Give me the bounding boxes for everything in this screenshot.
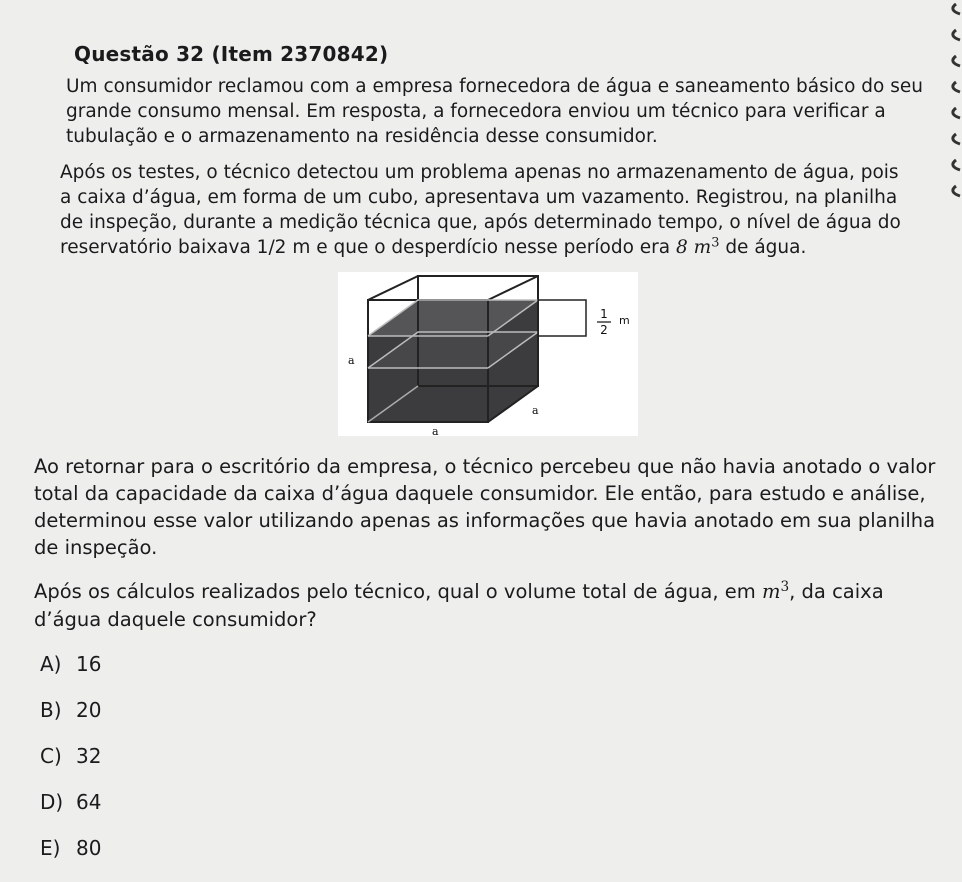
text-line: grande consumo mensal. Em resposta, a fornecedora enviou um técnico para verificar a [66,101,886,122]
option-c[interactable] [40,744,101,790]
unit-m: m [761,580,781,603]
volume-unit: m [693,237,712,258]
edge-label-depth: a [532,404,539,417]
volume-exponent: 3 [711,235,720,251]
height-label-numerator: 1 [600,307,608,321]
text-line: de inspeção, durante a medição técnica que, após determinado tempo, o nível de água do [60,212,901,233]
text-line: determinou esse valor utilizando apenas as informações que havia anotado em sua planilha [34,509,936,532]
option-letter: E) [40,836,61,860]
text-line: Após os testes, o técnico detectou um problema apenas no armazenamento de água, pois [60,162,899,183]
option-value: 64 [76,790,102,814]
volume-value [676,237,719,258]
option-letter: D) [40,790,64,814]
option-letter: A) [40,652,62,676]
paragraph-2 [60,160,920,260]
edge-label-left: a [348,354,355,367]
paragraph-1 [66,74,923,149]
text-fragment: , da caixa [789,580,884,603]
text-fragment: reservatório baixava 1/2 m e que o desperdício nesse período era [60,237,676,258]
text-fragment: Após os cálculos realizados pelo técnico, qual o volume total de água, em [34,580,762,603]
cube-tank-figure [338,268,638,436]
option-letter: C) [40,744,62,768]
option-value: 80 [76,836,102,860]
text-line: Um consumidor reclamou com a empresa fornecedora de água e saneamento básico do seu [66,76,923,97]
question-prompt [34,578,949,634]
text-line: Ao retornar para o escritório da empresa, o técnico percebeu que não havia anotado o valor [34,455,936,478]
option-d[interactable] [40,790,101,836]
answer-options [40,652,101,882]
text-line: a caixa d’água, em forma de um cubo, apresentava um vazamento. Registrou, na planilha [60,187,898,208]
edge-label-bottom: a [432,425,439,436]
text-line [34,578,949,606]
text-line: de inspeção. [34,536,158,559]
volume-number: 8 [675,237,688,258]
height-label-unit: m [619,314,630,327]
text-line [60,235,920,260]
unit-m3 [762,580,789,603]
binder-holes [938,0,962,260]
option-e[interactable] [40,836,101,882]
paragraph-3 [34,453,946,561]
text-fragment: de água. [719,237,807,258]
unit-exponent: 3 [780,579,790,596]
height-label-denominator: 2 [600,323,608,337]
option-b[interactable] [40,698,101,744]
text-line: total da capacidade da caixa d’água daquele consumidor. Ele então, para estudo e análise, [34,482,926,505]
option-value: 32 [76,744,102,768]
option-letter: B) [40,698,62,722]
option-value: 20 [76,698,102,722]
question-title: Questão 32 (Item 2370842) [74,42,389,66]
text-line: tubulação e o armazenamento na residência desse consumidor. [66,126,658,147]
text-line: d’água daquele consumidor? [34,608,317,631]
option-value: 16 [76,652,102,676]
option-a[interactable] [40,652,101,698]
